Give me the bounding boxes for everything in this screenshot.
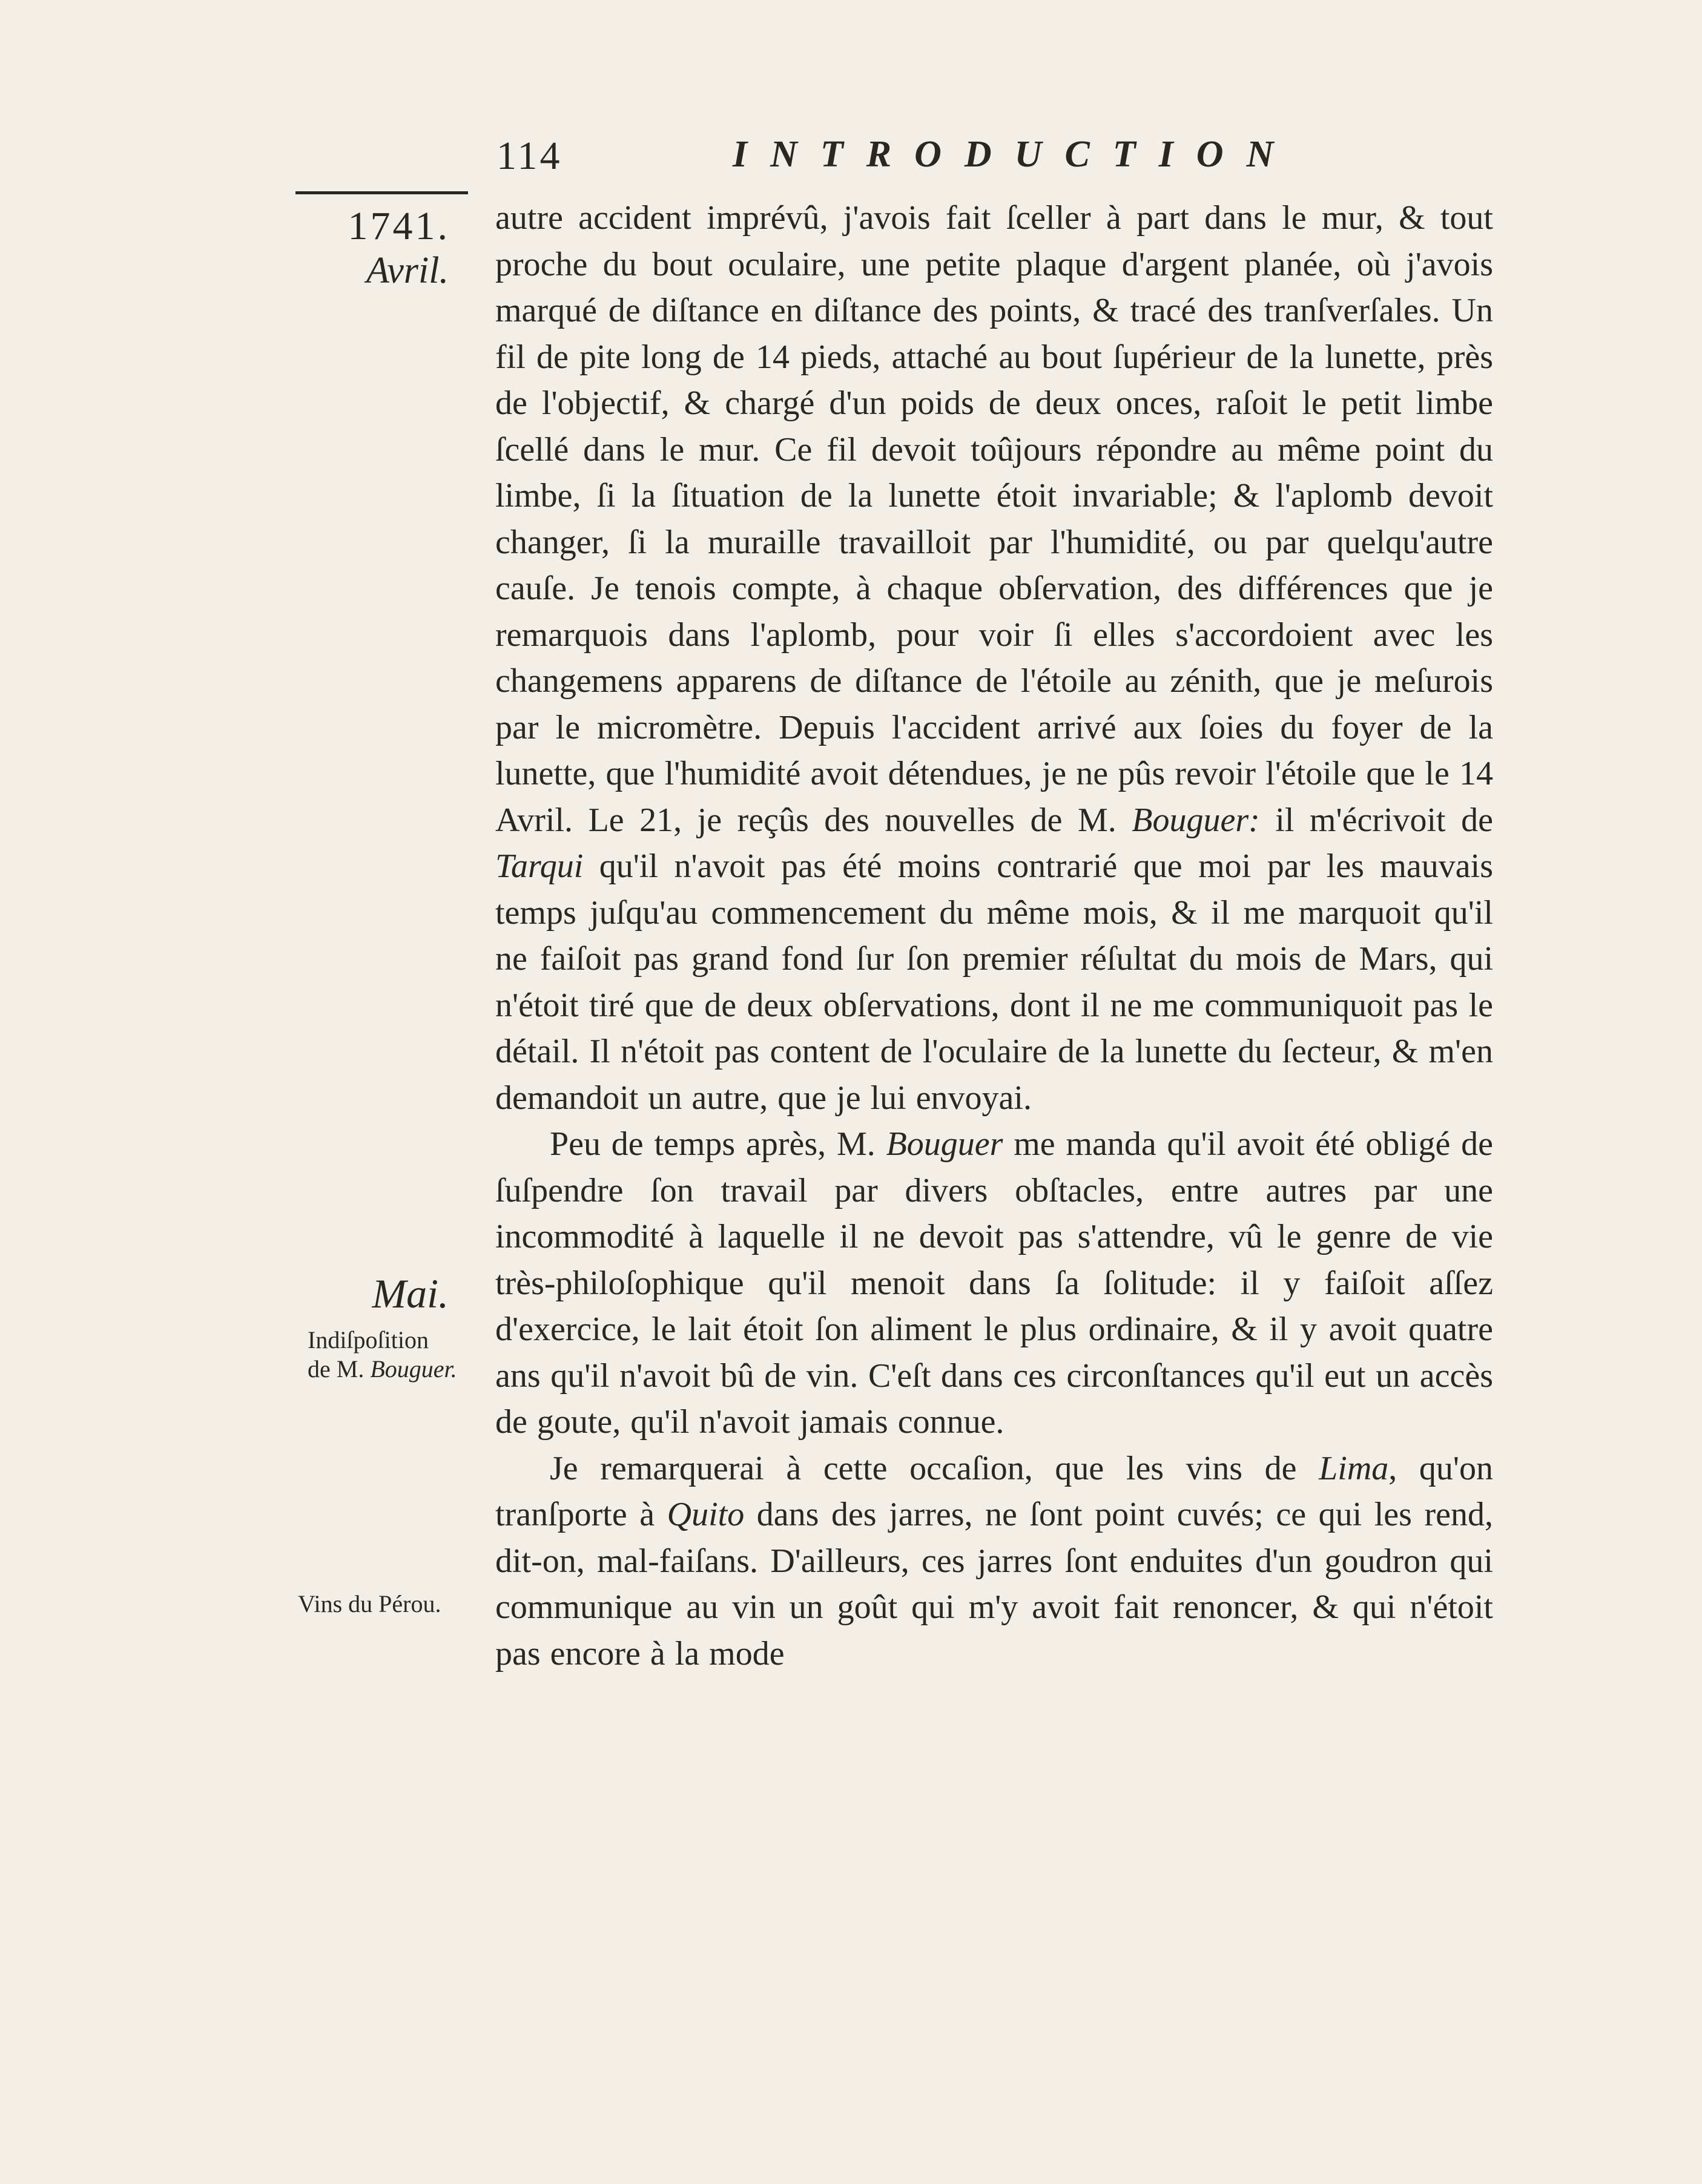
- margin-rule: [295, 191, 468, 194]
- margin-wines: Vins du Pérou.: [298, 1590, 441, 1617]
- margin-month-may: Mai.: [372, 1271, 449, 1317]
- running-title: INTRODUCTION: [733, 134, 1297, 175]
- p3-rest: dans des jarres, ne ſont point cuvés; ce qui les rend, dit-on, mal-faiſans. D'ailleurs, ces jarres ſont enduites d'un goudron qui communique au vin un goût qui m'y avoit fait renoncer, & qui n'étoit pas encore à la mode: [495, 1496, 1493, 1673]
- p3-place-lima: Lima: [1319, 1449, 1389, 1487]
- p3-mid: , qu'on tranſporte à: [495, 1449, 1493, 1533]
- p1-place-tarqui: Tarqui: [495, 847, 584, 885]
- p2-name-bouguer: Bouguer: [886, 1125, 1003, 1163]
- p1-text: autre accident imprévû, j'avois fait ſceller à part dans le mur, & tout proche du bout oculaire, une petite plaque d'argent planée, où j'avois marqué de diſtance en diſtance des points, & tracé des tranſverſales. Un fil de pite long de 14 pieds, attaché au bout ſupérieur de la lunette, près de l'objectif, & chargé d'un poids de deux onces, raſoit le petit limbe ſcellé dans le mur. Ce fil devoit toûjours répondre au même point du limbe, ſi la ſituation de la lunette étoit invariable; & l'aplomb devoit changer, ſi la muraille travailloit par l'humidité, ou par quelqu'autre cauſe. Je tenois compte, à chaque obſervation, des différences que je remarquois dans l'aplomb, pour voir ſi elles s'accordoient avec les changemens apparens de diſtance de l'étoile au zénith, que je meſurois par le micromètre. Depuis l'accident arrivé aux ſoies du foyer de la lunette, que l'humidité avoit détendues, je ne pûs revoir l'étoile que le 14 Avril. Le 21, je reçûs des nouvelles de M.: [495, 199, 1493, 839]
- paragraph-3: [495, 1446, 1493, 1677]
- margin-indisposition-line1: Indiſpoſition: [308, 1326, 429, 1353]
- margin-month-april: Avril.: [366, 250, 449, 291]
- p2-start: Peu de temps après, M.: [550, 1125, 886, 1163]
- margin-indisposition: [308, 1326, 473, 1384]
- margin-indisposition-prefix: de M.: [308, 1355, 371, 1383]
- p1-name-bouguer: Bouguer:: [1132, 801, 1260, 839]
- body-text: [495, 195, 1493, 1677]
- margin-year: 1741.: [348, 204, 450, 248]
- p3-place-quito: Quito: [667, 1496, 745, 1533]
- p1-mid: il m'écrivoit de: [1259, 801, 1493, 839]
- paragraph-1: [495, 195, 1493, 1121]
- page-number: 114: [496, 134, 562, 178]
- margin-indisposition-name: Bouguer.: [370, 1355, 457, 1383]
- p3-start: Je remarquerai à cette occaſion, que les vins de: [550, 1449, 1319, 1487]
- p2-rest: me manda qu'il avoit été obligé de ſuſpendre ſon travail par divers obſtacles, entre autres par une incommodité à laquelle il ne devoit pas s'attendre, vû le genre de vie très-philoſophique qu'il menoit dans ſa ſolitude: il y faiſoit aſſez d'exercice, le lait étoit ſon aliment le plus ordinaire, & il y avoit quatre ans qu'il n'avoit bû de vin. C'eſt dans ces circonſtances qu'il eut un accès de goute, qu'il n'avoit jamais connue.: [495, 1125, 1493, 1441]
- paragraph-2: [495, 1121, 1493, 1446]
- margin-indisposition-line2: [308, 1355, 473, 1384]
- p1-rest: qu'il n'avoit pas été moins contrarié que moi par les mauvais temps juſqu'au commencement du même mois, & il me marquoit qu'il ne faiſoit pas grand fond ſur ſon premier réſultat du mois de Mars, qui n'étoit tiré que de deux obſervations, dont il ne me communiquoit pas le détail. Il n'étoit pas content de l'oculaire de la lunette du ſecteur, & m'en demandoit un autre, que je lui envoyai.: [495, 847, 1493, 1117]
- page-header: [496, 133, 1489, 188]
